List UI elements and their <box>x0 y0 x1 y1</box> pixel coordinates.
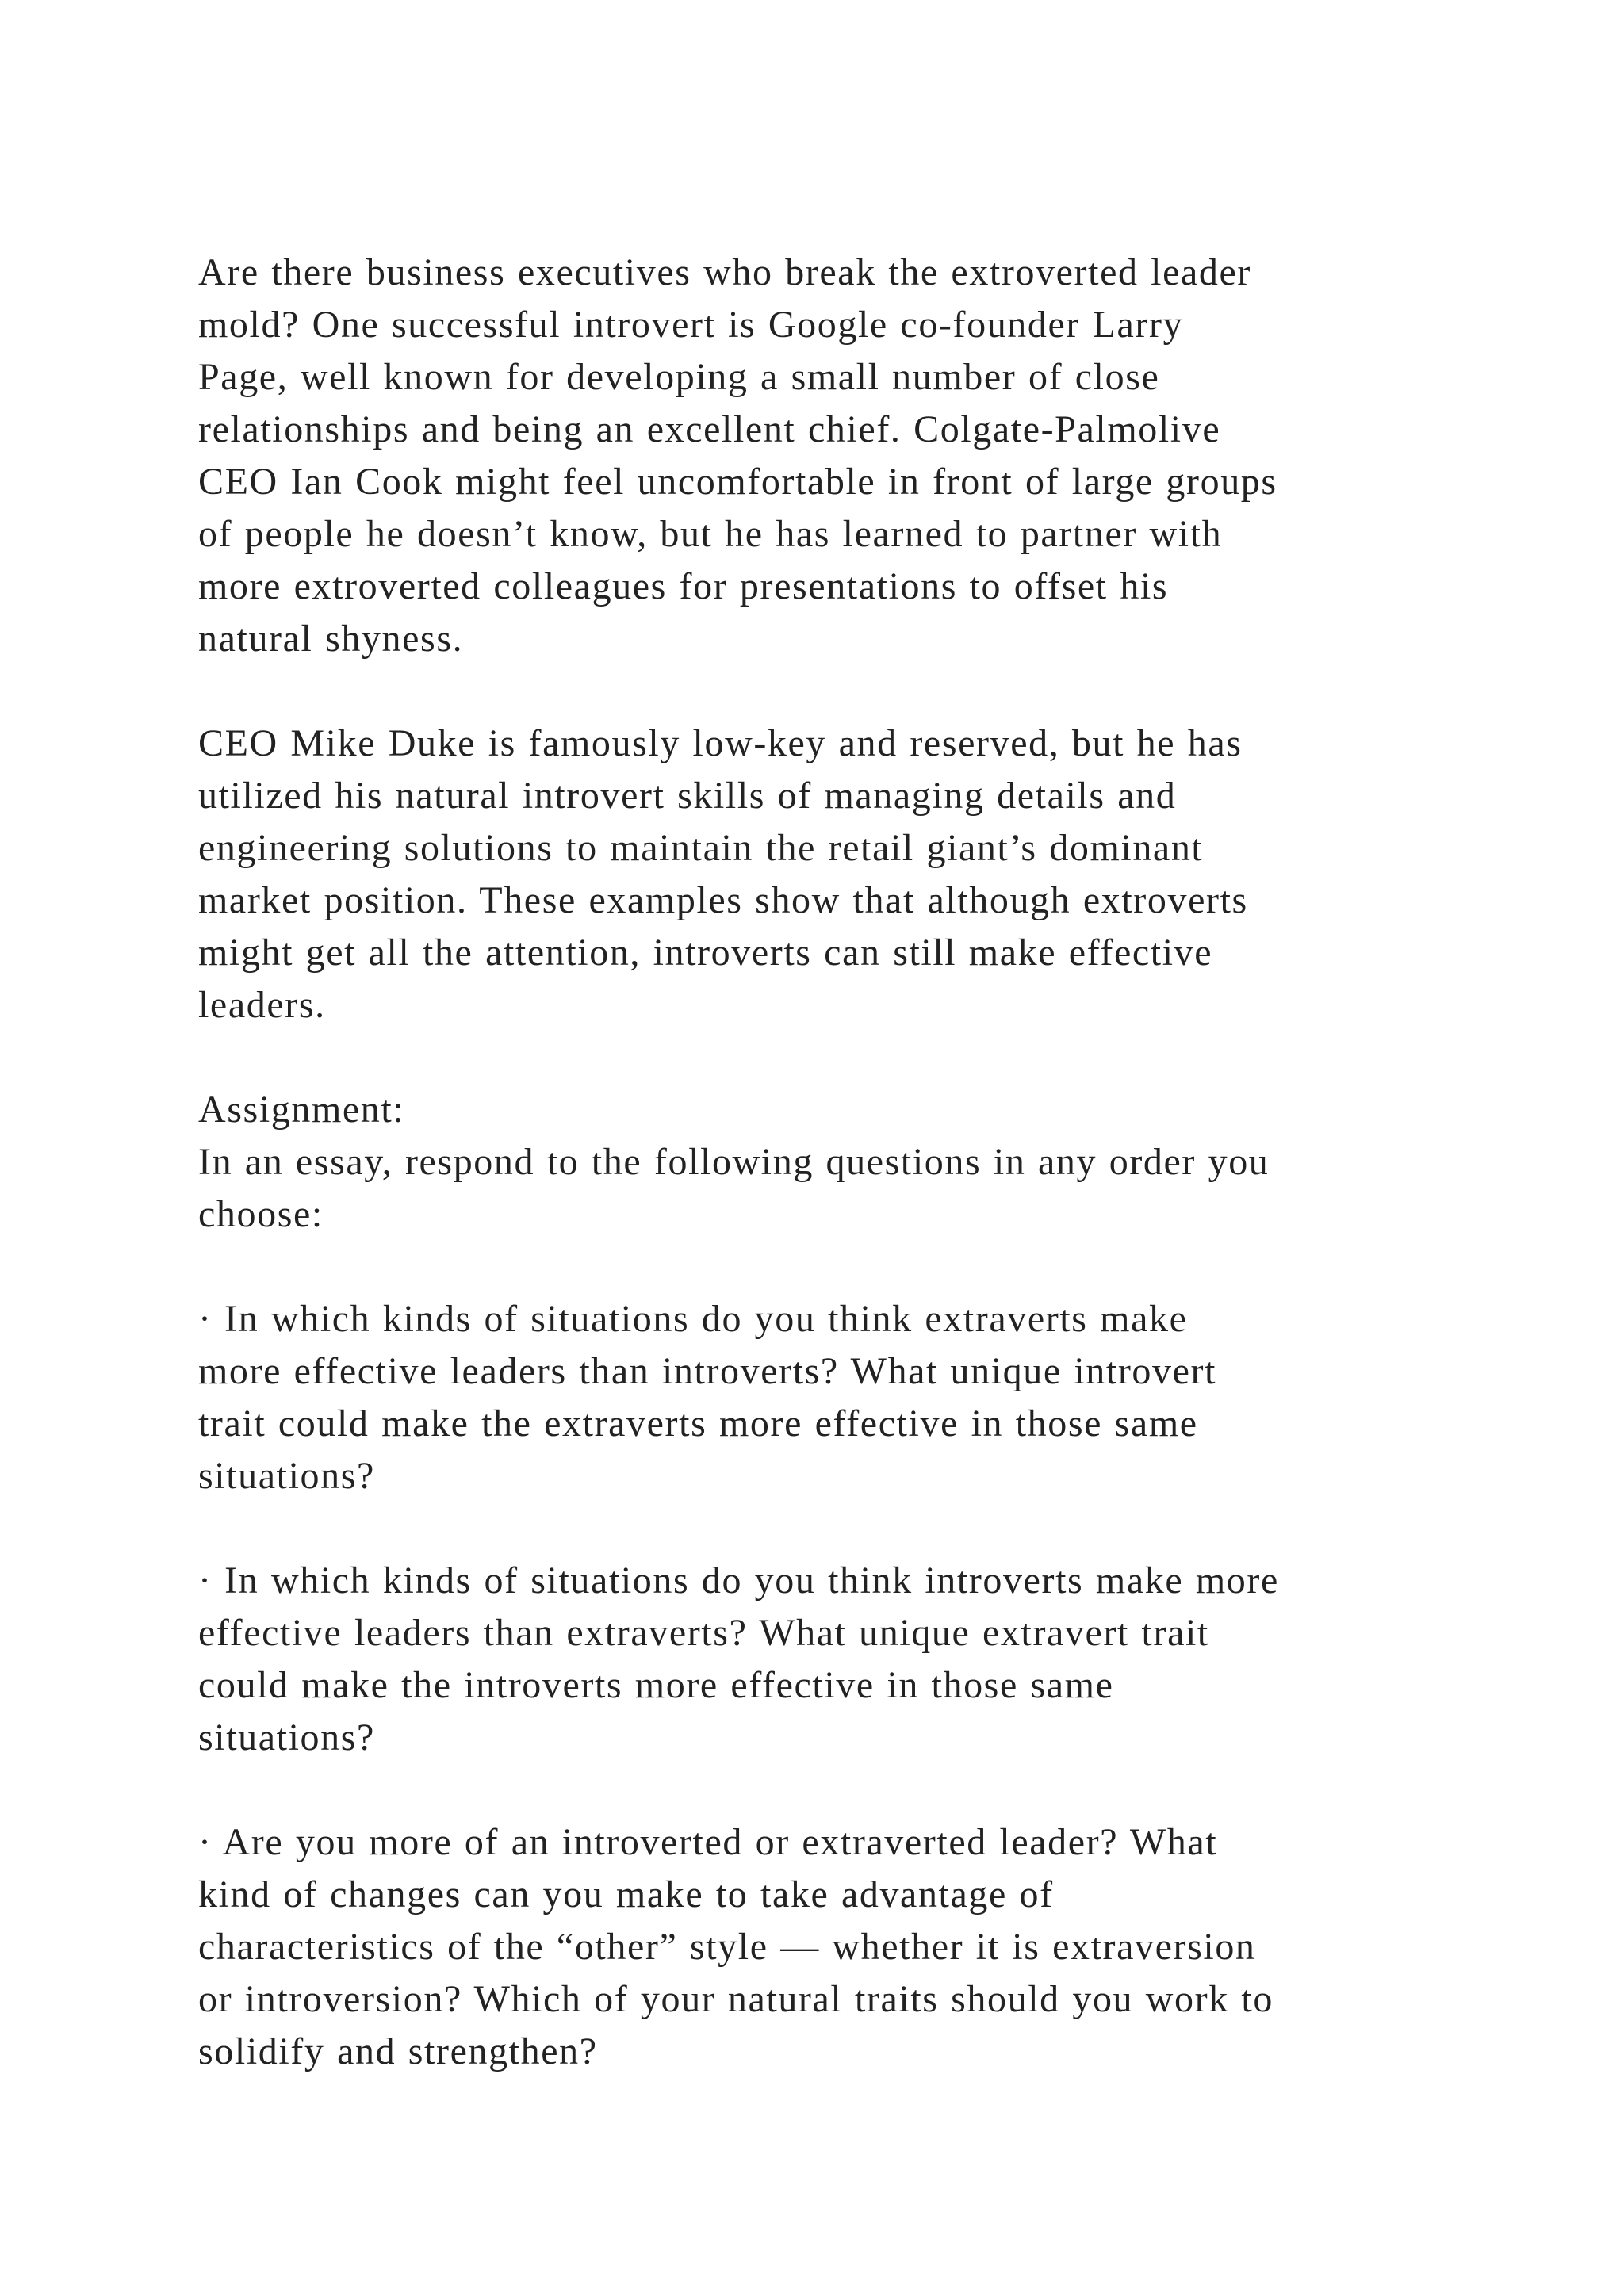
text-line: leaders. <box>198 984 326 1026</box>
text-line: · In which kinds of situations do you think extraverts make <box>198 1298 1188 1340</box>
text-line: · Are you more of an introverted or extraverted leader? What <box>198 1821 1218 1863</box>
text-line: relationships and being an excellent chief. Colgate-Palmolive <box>198 408 1221 450</box>
document-body <box>198 247 1483 2078</box>
question-1 <box>198 1293 1483 1502</box>
paragraph-gap <box>198 1502 1483 1555</box>
text-line: engineering solutions to maintain the retail giant’s dominant <box>198 827 1204 869</box>
text-line: choose: <box>198 1193 324 1235</box>
paragraph-intro <box>198 247 1483 665</box>
paragraph-gap <box>198 1031 1483 1084</box>
text-line: effective leaders than extraverts? What unique extravert trait <box>198 1612 1209 1654</box>
text-line: could make the introverts more effective in those same <box>198 1664 1114 1706</box>
paragraph-gap <box>198 1764 1483 1816</box>
text-line: utilized his natural introvert skills of managing details and <box>198 775 1177 817</box>
text-line: kind of changes can you make to take advantage of <box>198 1873 1054 1915</box>
text-line: market position. These examples show that although extroverts <box>198 879 1248 921</box>
text-line: might get all the attention, introverts can still make effective <box>198 932 1213 974</box>
text-line: CEO Ian Cook might feel uncomfortable in front of large groups <box>198 461 1277 503</box>
paragraph-gap <box>198 1241 1483 1293</box>
text-line: Are there business executives who break the extroverted leader <box>198 251 1252 293</box>
paragraph-mike-duke <box>198 718 1483 1031</box>
text-line: situations? <box>198 1716 375 1758</box>
text-line: more extroverted colleagues for presentations to offset his <box>198 565 1169 607</box>
text-line: situations? <box>198 1455 375 1497</box>
paragraph-gap <box>198 665 1483 718</box>
text-line: more effective leaders than introverts? What unique introvert <box>198 1350 1217 1392</box>
text-line: CEO Mike Duke is famously low-key and reserved, but he has <box>198 722 1243 764</box>
text-line: trait could make the extraverts more effective in those same <box>198 1402 1198 1445</box>
text-line: Page, well known for developing a small number of close <box>198 356 1160 398</box>
text-line: of people he doesn’t know, but he has learned to partner with <box>198 513 1223 555</box>
text-line: natural shyness. <box>198 618 464 660</box>
text-line: · In which kinds of situations do you think introverts make more <box>198 1559 1279 1601</box>
text-line: In an essay, respond to the following questions in any order you <box>198 1141 1270 1183</box>
question-2 <box>198 1555 1483 1764</box>
assignment-heading: Assignment: <box>198 1089 405 1131</box>
text-line: solidify and strengthen? <box>198 2030 598 2072</box>
paragraph-assignment <box>198 1084 1483 1241</box>
text-line: mold? One successful introvert is Google co-founder Larry <box>198 304 1184 346</box>
text-line: or introversion? Which of your natural traits should you work to <box>198 1978 1274 2020</box>
question-3 <box>198 1816 1483 2078</box>
text-line: characteristics of the “other” style — whether it is extraversion <box>198 1926 1256 1968</box>
